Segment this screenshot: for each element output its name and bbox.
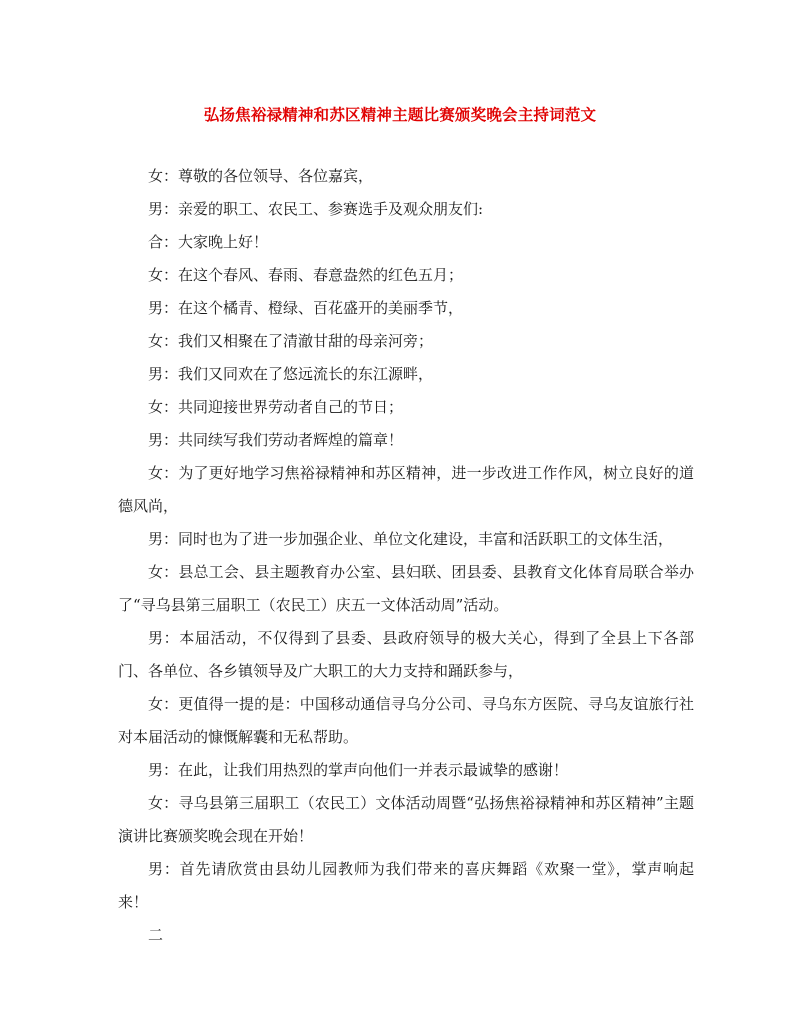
document-title: 弘扬焦裕禄精神和苏区精神主题比赛颁奖晚会主持词范文 <box>203 105 597 124</box>
paragraph: 男：共同续写我们劳动者辉煌的篇章！ <box>148 431 404 449</box>
document-body <box>118 160 694 952</box>
paragraph: 男：同时也为了进一步加强企业、单位文化建设，丰富和活跃职工的文体生活， <box>148 530 674 548</box>
paragraph: 男：在这个橘青、橙绿、百花盛开的美丽季节， <box>148 299 464 317</box>
paragraph: 二 <box>148 926 164 944</box>
paragraph: 女：共同迎接世界劳动者自己的节日； <box>148 398 404 416</box>
paragraph: 男：本届活动，不仅得到了县委、县政府领导的极大关心，得到了全县上下各部门、各单位、各乡镇领导及广大职工的大力支持和踊跃参与， <box>118 629 694 680</box>
paragraph: 女：更值得一提的是：中国移动通信寻乌分公司、寻乌东方医院、寻乌友谊旅行社对本届活动的慷慨解囊和无私帮助。 <box>118 695 694 746</box>
paragraph: 男：首先请欣赏由县幼儿园教师为我们带来的喜庆舞蹈《欢聚一堂》，掌声响起来！ <box>118 860 694 911</box>
paragraph: 男：我们又同欢在了悠远流长的东江源畔， <box>148 365 434 383</box>
paragraph: 女：为了更好地学习焦裕禄精神和苏区精神，进一步改进工作作风，树立良好的道德风尚， <box>118 464 694 515</box>
paragraph: 男：在此，让我们用热烈的掌声向他们一并表示最诚挚的感谢！ <box>148 761 569 779</box>
paragraph: 女：我们又相聚在了清澈甘甜的母亲河旁； <box>148 332 434 350</box>
paragraph: 合：大家晚上好！ <box>148 233 269 251</box>
paragraph: 女：寻乌县第三届职工（农民工）文体活动周暨“弘扬焦裕禄精神和苏区精神”主题演讲比赛颁奖晚会现在开始！ <box>118 794 694 845</box>
paragraph: 女：县总工会、县主题教育办公室、县妇联、团县委、县教育文化体育局联合举办了“寻乌县第三届职工（农民工）庆五一文体活动周”活动。 <box>118 563 694 614</box>
paragraph: 男：亲爱的职工、农民工、参赛选手及观众朋友们: <box>148 200 484 218</box>
paragraph: 女：在这个春风、春雨、春意盎然的红色五月； <box>148 266 464 284</box>
paragraph: 女：尊敬的各位领导、各位嘉宾， <box>148 167 374 185</box>
